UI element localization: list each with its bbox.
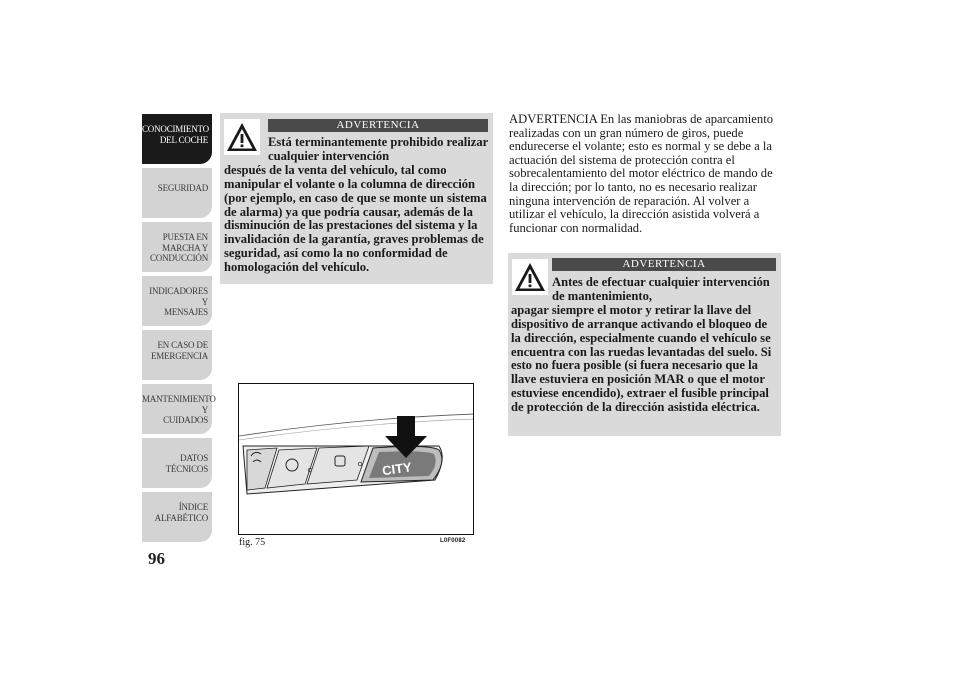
warning-box-2 (508, 253, 781, 436)
tab-en-caso-de-emergencia[interactable]: EN CASO DE EMERGENCIA (142, 330, 212, 380)
warning-text (224, 136, 492, 275)
warning-title-bar: ADVERTENCIA (268, 119, 488, 132)
warning-text-first: Está terminantemente prohibido realizar cualquier intervención (268, 135, 489, 163)
tab-conocimiento-del-coche[interactable]: CONOCIMIENTO DEL COCHE (142, 114, 212, 164)
page-number: 96 (148, 549, 165, 568)
tab-datos-tecnicos[interactable]: DATOS TÉCNICOS (142, 438, 212, 488)
warning-text-first: Antes de efectuar cualquier intervención de mantenimiento, (552, 275, 770, 303)
tab-indicadores-y-mensajes[interactable]: INDICADORES Y MENSAJES (142, 276, 212, 326)
warning-text-rest: después de la venta del vehículo, tal como manipular el volante o la columna de dirección (por ejemplo, en caso de que se monte un sistema de alarma) ya que podría causar, además de la disminución de las prestaciones del sistema y la invalidación de la garantía, graves problemas de seguridad, así como la no conformidad de homologación del vehículo. (224, 162, 487, 275)
figure-code: L0F0082 (440, 538, 466, 544)
figure-city-button (238, 383, 474, 535)
warning-box-1 (220, 113, 493, 284)
warning-title-bar: ADVERTENCIA (552, 258, 776, 271)
city-button-label: CITY (381, 459, 413, 479)
warning-text-rest: apagar siempre el motor y retirar la llave del dispositivo de arranque activando el bloqueo de la dirección, especialmente cuando el vehículo se encuentra con las ruedas levantadas del suelo. Si esto no fuera posible (si fuera necesario que la llave estuviera en posición MAR o que el motor estuviese encendido), extraer el fusible principal de protección de la dirección asistida eléctrica. (511, 302, 772, 415)
tab-seguridad[interactable]: SEGURIDAD (142, 168, 212, 218)
tab-puesta-en-marcha[interactable]: PUESTA EN MARCHA Y CONDUCCIÓN (142, 222, 212, 272)
body-paragraph: ADVERTENCIA En las maniobras de aparcamiento realizadas con un gran número de giros, puede endurecerse el volante; esto es normal y se debe a la actuación del sistema de protección contra el sobrecalentamiento del motor eléctrico de mando de la dirección; por lo tanto, no es necesario realizar ninguna intervención de reparación. Al volver a utilizar el vehículo, la dirección asistida volverá a funcionar con normalidad. (509, 112, 773, 235)
figure-label: fig. 75 (239, 537, 266, 548)
tab-indice-alfabetico[interactable]: ÍNDICE ALFABÉTICO (142, 492, 212, 542)
warning-text (511, 276, 779, 415)
tab-mantenimiento-y-cuidados[interactable]: MANTENIMIENTO Y CUIDADOS (142, 384, 212, 434)
